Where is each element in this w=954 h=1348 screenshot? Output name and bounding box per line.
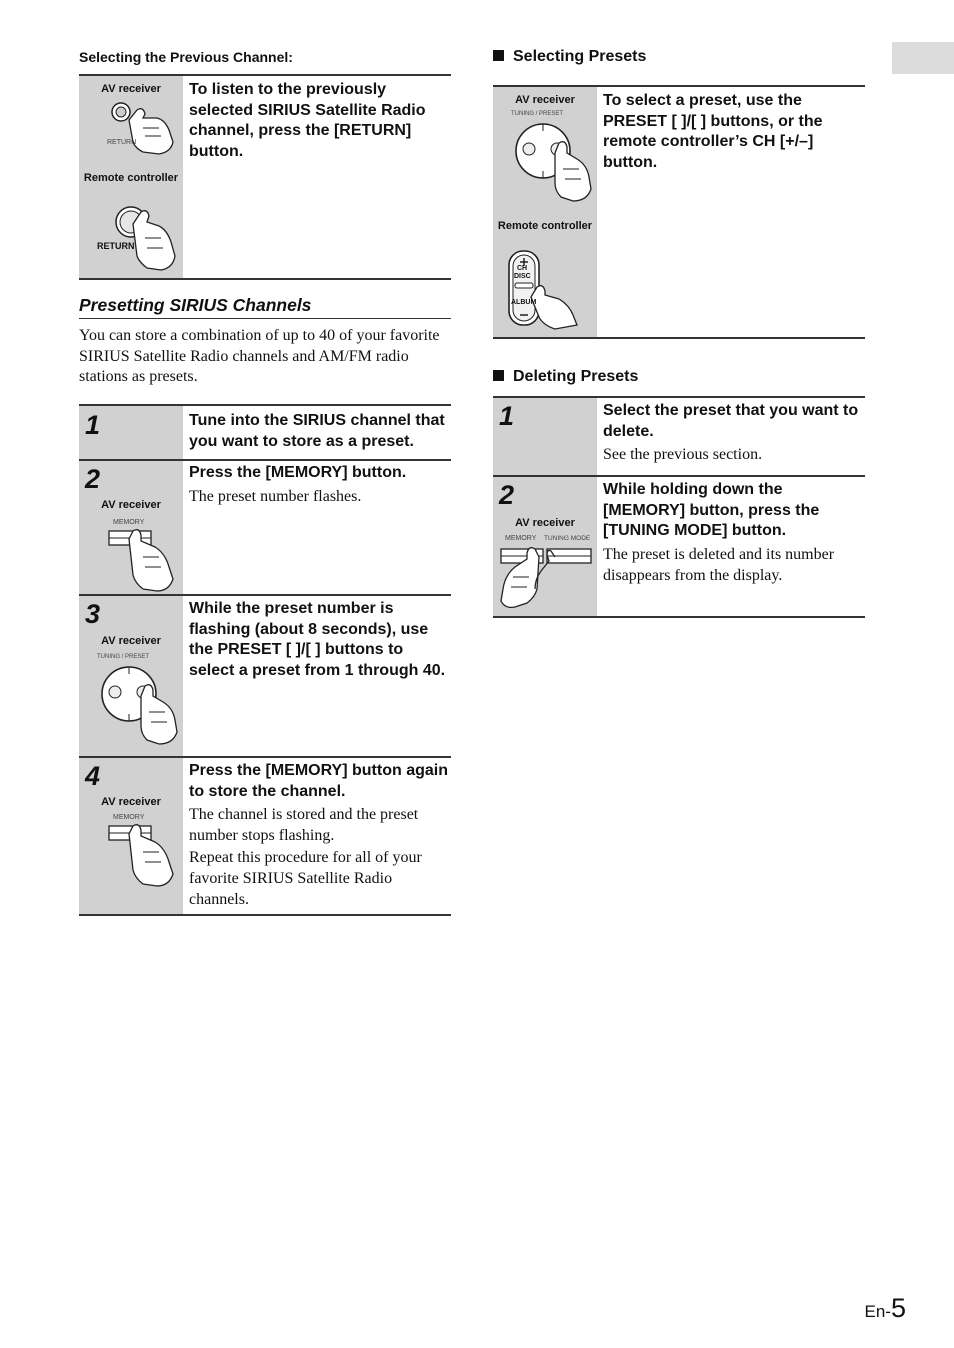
presetting-title: Presetting SIRIUS Channels xyxy=(79,295,312,315)
illustration-cell xyxy=(79,76,183,278)
album-label: ALBUM xyxy=(511,299,537,306)
preset-dial-hand-illustration xyxy=(97,662,181,748)
title-underline xyxy=(79,318,451,319)
step-number: 1 xyxy=(85,410,101,440)
selecting-presets-box xyxy=(493,85,865,339)
tuning-mode-small-label: TUNING MODE xyxy=(544,535,591,542)
step-number: 3 xyxy=(85,599,101,629)
av-receiver-label: AV receiver xyxy=(101,635,161,647)
step-body: The channel is stored and the preset number stops flashing. xyxy=(189,806,419,844)
step-body: See the previous section. xyxy=(603,446,763,463)
step-number: 4 xyxy=(85,761,101,791)
ch-label: CH xyxy=(517,265,528,272)
prev-channel-heading: Selecting the Previous Channel: xyxy=(79,49,293,65)
memory-button-hand-illustration xyxy=(107,822,181,888)
step-instruction: Select the preset that you want to delete. xyxy=(603,402,859,440)
page-number xyxy=(865,1293,907,1324)
square-bullet-icon xyxy=(493,370,504,381)
av-receiver-label: AV receiver xyxy=(515,94,575,106)
step-body: The preset number flashes. xyxy=(189,487,362,505)
step-instruction: While holding down the [MEMORY] button, press the [TUNING MODE] button. xyxy=(603,481,820,539)
prev-channel-box xyxy=(79,74,451,280)
av-receiver-label: AV receiver xyxy=(101,796,161,808)
memory-small-label: MEMORY xyxy=(505,535,537,542)
remote-controller-label: Remote controller xyxy=(83,172,179,184)
memory-tuning-mode-hands-illustration xyxy=(499,545,595,611)
deleting-presets-heading: Deleting Presets xyxy=(493,368,638,386)
prev-channel-instruction: To listen to the previously selected SIRIUS Satellite Radio channel, press the [RETURN] button. xyxy=(189,81,426,160)
preset-step-4 xyxy=(79,756,451,916)
page-tab-marker xyxy=(892,42,954,74)
tuning-preset-small-label: TUNING / PRESET xyxy=(511,111,564,117)
av-receiver-label: AV receiver xyxy=(515,517,575,529)
preset-step-3 xyxy=(79,594,451,756)
step-body-repeat: Repeat this procedure for all of your favorite SIRIUS Satellite Radio channels. xyxy=(189,849,422,908)
step-number: 2 xyxy=(85,464,101,494)
step-instruction: Tune into the SIRIUS channel that you want to store as a preset. xyxy=(189,412,445,450)
step-instruction: While the preset number is flashing (about 8 seconds), use the PRESET [ ]/[ ] buttons to select a preset from 1 through 40. xyxy=(189,600,446,679)
delete-step-2 xyxy=(493,475,865,618)
preset-step-1 xyxy=(79,404,451,459)
step-number: 2 xyxy=(499,480,515,510)
page-number-value: 5 xyxy=(890,1293,906,1323)
preset-dial-hand-illustration xyxy=(511,119,595,203)
page-prefix: En- xyxy=(864,1302,891,1321)
memory-small-label: MEMORY xyxy=(113,814,145,821)
remote-controller-label: Remote controller xyxy=(497,220,593,232)
square-bullet-icon xyxy=(493,50,504,61)
return-remote-label: RETURN xyxy=(97,241,135,251)
selecting-presets-instruction: To select a preset, use the PRESET [ ]/[ ] buttons, or the remote controller’s CH [+/–] button. xyxy=(603,92,823,171)
remote-return-hand-illustration xyxy=(95,204,181,274)
selecting-presets-heading: Selecting Presets xyxy=(493,48,646,66)
return-small-label: RETURN xyxy=(107,139,137,146)
step-number: 1 xyxy=(499,401,515,431)
presetting-intro: You can store a combination of up to 40 of your favorite SIRIUS Satellite Radio channels and AM/FM radio stations as presets. xyxy=(79,327,440,385)
tuning-preset-small-label: TUNING / PRESET xyxy=(97,654,150,660)
step-instruction: Press the [MEMORY] button again to store the channel. xyxy=(189,762,448,800)
preset-step-2 xyxy=(79,459,451,594)
memory-small-label: MEMORY xyxy=(113,519,145,526)
av-receiver-label: AV receiver xyxy=(101,83,161,95)
av-receiver-label: AV receiver xyxy=(101,499,161,511)
step-body: The preset is deleted and its number disappears from the display. xyxy=(603,545,835,584)
step-instruction: Press the [MEMORY] button. xyxy=(189,464,407,481)
remote-ch-hand-illustration xyxy=(507,249,595,331)
disc-label: DISC xyxy=(514,273,531,280)
delete-step-1 xyxy=(493,396,865,475)
return-button-hand-illustration xyxy=(99,98,179,156)
memory-button-hand-illustration xyxy=(107,527,181,593)
